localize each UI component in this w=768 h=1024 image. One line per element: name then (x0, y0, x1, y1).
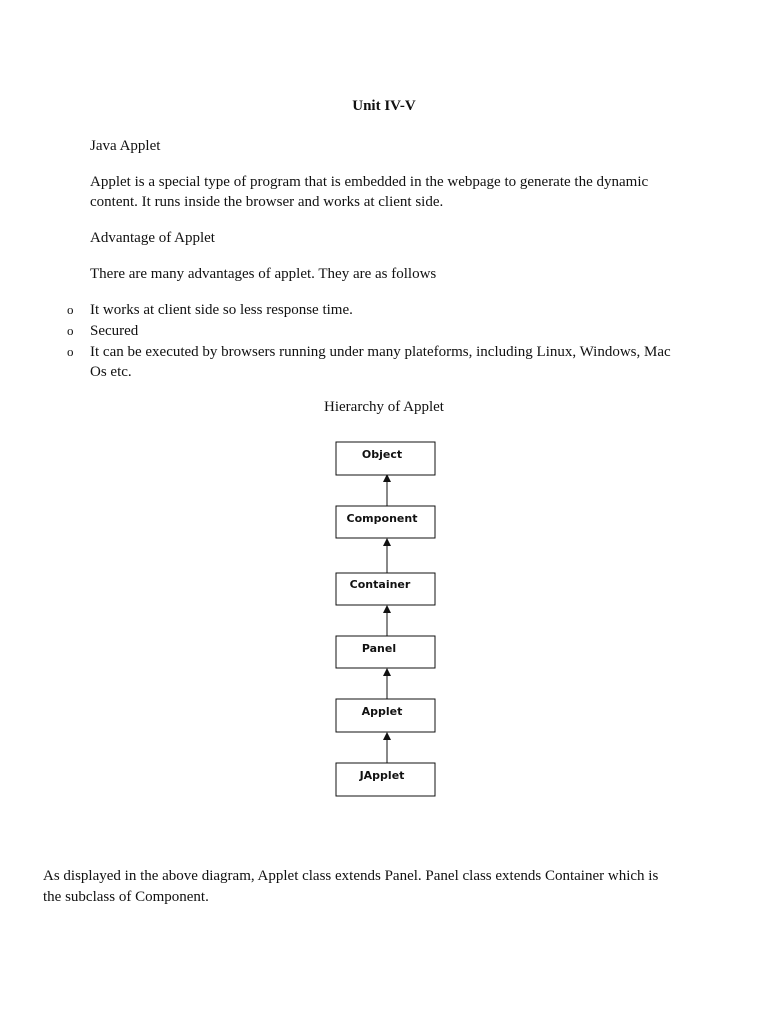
section-heading: Java Applet (90, 138, 161, 154)
list-item (0, 321, 768, 341)
class-box-component (336, 506, 435, 538)
list-item (0, 342, 768, 382)
diagram-caption: Hierarchy of Applet (324, 399, 444, 415)
intro-paragraph: Applet is a special type of program that is embedded in the webpage to generate the dynamic content. It runs inside the browser and works at client side. (90, 174, 649, 210)
hierarchy-diagram (333, 440, 439, 800)
bullet-marker: o (67, 323, 74, 338)
class-label: Container (349, 578, 411, 591)
bullet-marker: o (67, 344, 74, 359)
arrowhead-icon (383, 605, 391, 613)
class-label: Object (361, 448, 403, 461)
advantage-intro: There are many advantages of applet. They are as follows (90, 266, 437, 282)
advantage-item-3: It can be executed by browsers running under many plateforms, including Linux, Windows, Mac Os etc. (90, 344, 671, 380)
class-label: Component (346, 512, 418, 525)
class-box-japplet (336, 763, 435, 796)
class-box-applet (336, 699, 435, 732)
arrowhead-icon (383, 538, 391, 546)
closing-paragraph: As displayed in the above diagram, Applet class extends Panel. Panel class extends Container which is the subclass of Component. (43, 868, 659, 905)
advantage-item-1: It works at client side so less response time. (90, 302, 353, 318)
page-title: Unit IV-V (352, 98, 416, 114)
arrowhead-icon (383, 668, 391, 676)
class-label: JApplet (359, 769, 405, 782)
advantage-item-2: Secured (90, 323, 139, 339)
class-label: Applet (361, 705, 403, 718)
list-item (0, 300, 768, 320)
advantage-heading: Advantage of Applet (90, 230, 215, 246)
class-label: Panel (361, 642, 397, 655)
arrowhead-icon (383, 732, 391, 740)
class-box-container (336, 573, 435, 605)
bullet-marker: o (67, 302, 74, 317)
class-box-object (336, 442, 435, 475)
class-box-panel (336, 636, 435, 668)
